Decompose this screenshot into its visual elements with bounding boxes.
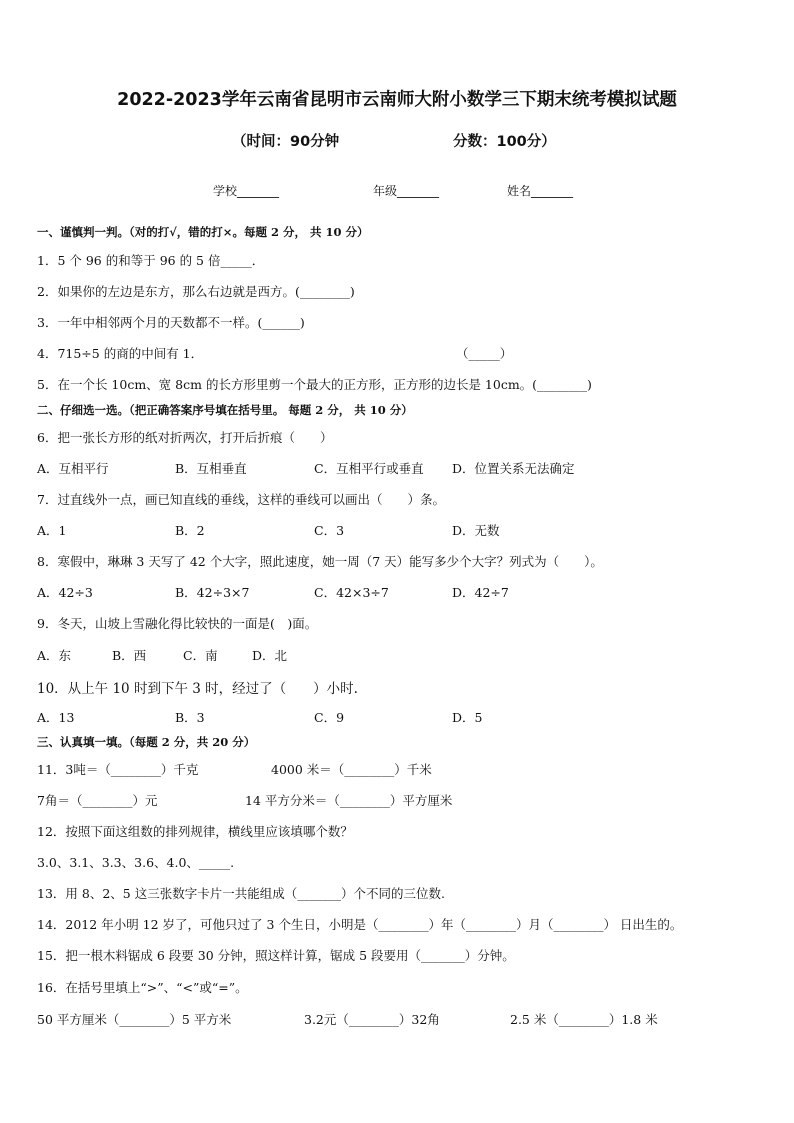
- grade-field: 年级_______: [373, 184, 440, 198]
- question-10: 10．从上午 10 时到下午 3 时，经过了（ ）小时.: [37, 681, 358, 697]
- question-9: 9．冬天，山坡上雪融化得比较快的一面是( )面。: [37, 616, 318, 631]
- q7-option-d: D．无数: [452, 523, 500, 538]
- section-2-heading: 二、仔细选一选。（把正确答案序号填在括号里。 每题 2 分， 共 10 分）: [37, 403, 413, 417]
- q7-option-b: B．2: [175, 523, 205, 538]
- question-3: 3．一年中相邻两个月的天数都不一样。(______): [37, 315, 305, 330]
- q10-option-c: C．9: [314, 710, 345, 725]
- section-1-heading: 一、谨慎判一判。（对的打√，错的打×。每题 2 分， 共 10 分）: [37, 225, 369, 239]
- question-11-a: 11．3吨＝（________）千克: [37, 762, 199, 777]
- q6-option-b: B．互相垂直: [175, 461, 247, 476]
- section-3-heading: 三、认真填一填。（每题 2 分，共 20 分）: [37, 735, 256, 749]
- question-7: 7．过直线外一点，画已知直线的垂线，这样的垂线可以画出（ ）条。: [37, 492, 445, 507]
- q9-option-a: A．东: [37, 648, 72, 663]
- q10-option-d: D．5: [452, 710, 483, 725]
- question-14: 14．2012 年小明 12 岁了，可他只过了 3 个生日，小明是（________）年（________）月（________） 日出生的。: [37, 917, 683, 932]
- question-13: 13．用 8、2、5 这三张数字卡片一共能组成（_______）个不同的三位数.: [37, 886, 445, 901]
- question-11-c: 7角＝（________）元: [37, 793, 158, 808]
- question-16: 16．在括号里填上“>”、“<”或“=”。: [37, 980, 248, 995]
- question-4: 4．715÷5 的商的中间有 1．: [37, 346, 204, 361]
- q9-option-b: B．西: [112, 648, 147, 663]
- q7-option-a: A．1: [37, 523, 67, 538]
- question-5: 5．在一个长 10cm、宽 8cm 的长方形里剪一个最大的正方形，正方形的边长是 10cm。(________): [37, 377, 592, 392]
- q7-option-c: C．3: [314, 523, 345, 538]
- question-11-b: 4000 米＝（________）千米: [271, 762, 432, 777]
- q9-option-d: D．北: [252, 648, 288, 663]
- question-6: 6．把一张长方形的纸对折两次，打开后折痕（ ）: [37, 430, 333, 445]
- question-12: 12．按照下面这组数的排列规律，横线里应该填哪个数？: [37, 824, 353, 839]
- name-field: 姓名_______: [507, 184, 574, 198]
- q8-option-b: B．42÷3×7: [175, 585, 250, 600]
- q8-option-a: A．42÷3: [37, 585, 93, 600]
- question-11-d: 14 平方分米＝（________）平方厘米: [245, 793, 453, 808]
- q6-option-c: C．互相平行或垂直: [314, 461, 424, 476]
- q10-option-b: B．3: [175, 710, 205, 725]
- question-15: 15．把一根木料锯成 6 段要 30 分钟，照这样计算，锯成 5 段要用（_______）分钟。: [37, 948, 515, 963]
- question-2: 2．如果你的左边是东方，那么右边就是西方。(________): [37, 284, 355, 299]
- question-1: 1．5 个 96 的和等于 96 的 5 倍_____．: [37, 253, 265, 268]
- school-field: 学校_______: [213, 184, 280, 198]
- q8-option-c: C．42×3÷7: [314, 585, 389, 600]
- exam-score: 分数：100分）: [453, 134, 556, 150]
- question-8: 8．寒假中，琳琳 3 天写了 42 个大字，照此速度，她一周（7 天）能写多少个大字？列式为（ ）。: [37, 554, 603, 569]
- question-16-b: 3.2元（________）32角: [304, 1012, 440, 1027]
- q10-option-a: A．13: [37, 710, 75, 725]
- q9-option-c: C．南: [183, 648, 218, 663]
- question-12-sequence: 3.0、3.1、3.3、3.6、4.0、_____.: [37, 855, 235, 870]
- question-16-a: 50 平方厘米（________）5 平方米: [37, 1012, 232, 1027]
- q6-option-d: D．位置关系无法确定: [452, 461, 575, 476]
- exam-time: （时间：90分钟: [232, 134, 340, 150]
- q6-option-a: A．互相平行: [37, 461, 109, 476]
- page-title: 2022-2023学年云南省昆明市云南师大附小数学三下期末统考模拟试题: [117, 90, 677, 110]
- question-4-blank: （_____）: [456, 346, 513, 361]
- question-16-c: 2.5 米（________）1.8 米: [510, 1012, 658, 1027]
- q8-option-d: D．42÷7: [452, 585, 509, 600]
